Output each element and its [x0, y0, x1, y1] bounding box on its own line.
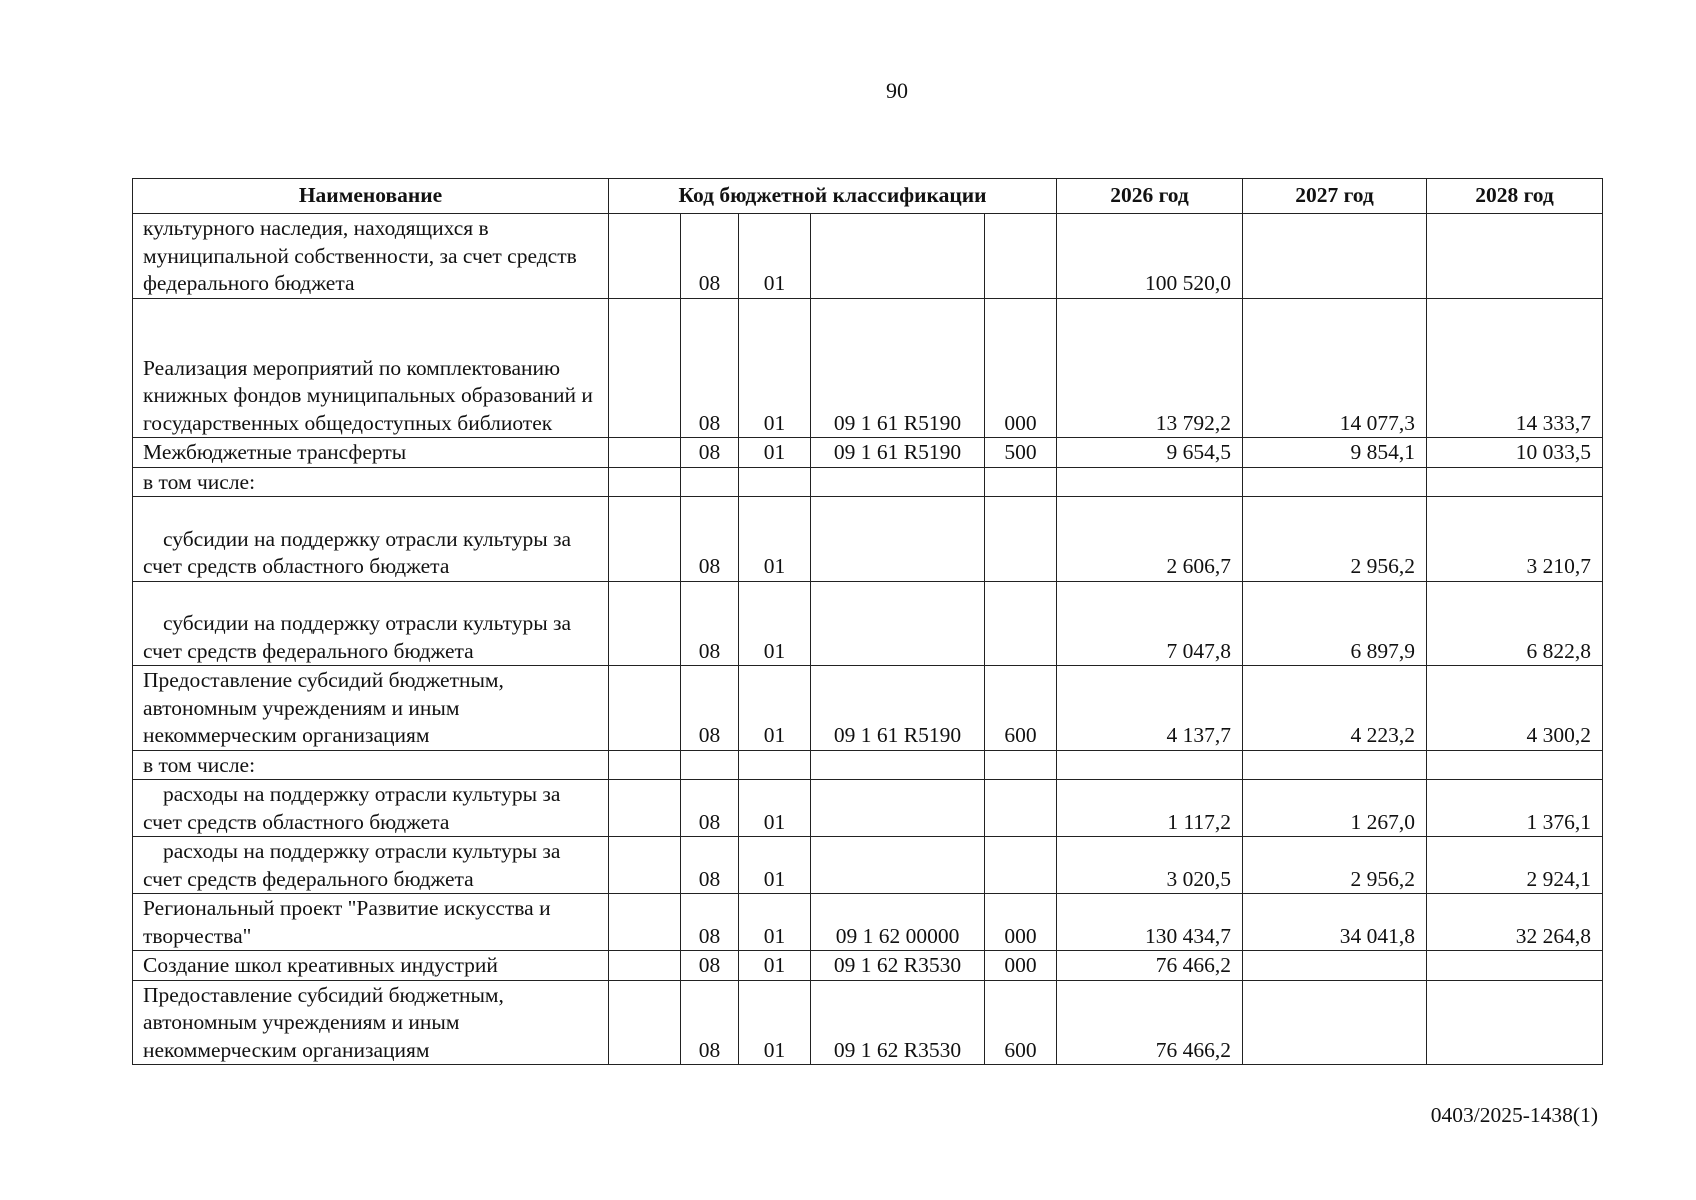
- code-section-cell: 08: [681, 980, 739, 1065]
- table-row: [133, 581, 1603, 666]
- code-chapter-cell: [609, 214, 681, 299]
- code-expense-type-cell: [985, 750, 1057, 780]
- amount-2026-cell: 4 137,7: [1057, 666, 1243, 751]
- code-subsection-cell: [739, 467, 811, 497]
- amount-2026-cell: 3 020,5: [1057, 837, 1243, 894]
- code-chapter-cell: [609, 951, 681, 981]
- code-subsection-cell: 01: [739, 780, 811, 837]
- code-chapter-cell: [609, 837, 681, 894]
- row-name-text: Создание школ креативных индустрий: [143, 953, 498, 977]
- row-name-cell: [133, 214, 609, 299]
- code-chapter-cell: [609, 780, 681, 837]
- code-expense-type-cell: [985, 214, 1057, 299]
- code-article-cell: 09 1 62 R3530: [811, 951, 985, 981]
- amount-2027-cell: 14 077,3: [1243, 298, 1427, 438]
- table-header-row: [133, 179, 1603, 214]
- row-name-cell: [133, 298, 609, 438]
- amount-2026-cell: 13 792,2: [1057, 298, 1243, 438]
- amount-2027-cell: 4 223,2: [1243, 666, 1427, 751]
- code-subsection-cell: 01: [739, 666, 811, 751]
- code-article-cell: [811, 497, 985, 582]
- amount-2027-cell: [1243, 750, 1427, 780]
- code-chapter-cell: [609, 298, 681, 438]
- row-name-text: Предоставление субсидий бюджетным, автономным учреждениям и иным некоммерческим организациям: [143, 982, 504, 1062]
- code-section-cell: 08: [681, 894, 739, 951]
- code-expense-type-cell: 000: [985, 298, 1057, 438]
- budget-table: [132, 178, 1603, 1065]
- amount-2028-cell: 14 333,7: [1427, 298, 1603, 438]
- code-expense-type-cell: [985, 780, 1057, 837]
- code-section-cell: 08: [681, 837, 739, 894]
- code-chapter-cell: [609, 581, 681, 666]
- table-row: [133, 837, 1603, 894]
- code-section-cell: 08: [681, 666, 739, 751]
- table-row: [133, 438, 1603, 468]
- amount-2028-cell: 4 300,2: [1427, 666, 1603, 751]
- code-chapter-cell: [609, 666, 681, 751]
- row-name-text: Региональный проект "Развитие искусства и творчества": [143, 896, 551, 948]
- row-name-cell: [133, 894, 609, 951]
- amount-2028-cell: 2 924,1: [1427, 837, 1603, 894]
- amount-2026-cell: 76 466,2: [1057, 980, 1243, 1065]
- table-row: [133, 497, 1603, 582]
- code-section-cell: 08: [681, 438, 739, 468]
- amount-2028-cell: [1427, 951, 1603, 981]
- code-expense-type-cell: 600: [985, 980, 1057, 1065]
- amount-2026-cell: 1 117,2: [1057, 780, 1243, 837]
- amount-2028-cell: 6 822,8: [1427, 581, 1603, 666]
- amount-2027-cell: 2 956,2: [1243, 497, 1427, 582]
- amount-2027-cell: [1243, 467, 1427, 497]
- code-expense-type-cell: 500: [985, 438, 1057, 468]
- row-name-cell: [133, 467, 609, 497]
- amount-2027-cell: [1243, 951, 1427, 981]
- amount-2026-cell: 2 606,7: [1057, 497, 1243, 582]
- row-name-cell: [133, 666, 609, 751]
- code-section-cell: 08: [681, 497, 739, 582]
- row-name-text: субсидии на поддержку отрасли культуры за счет средств областного бюджета: [143, 526, 572, 578]
- row-name-text: расходы на поддержку отрасли культуры за счет средств областного бюджета: [143, 782, 561, 834]
- code-section-cell: 08: [681, 581, 739, 666]
- amount-2026-cell: 100 520,0: [1057, 214, 1243, 299]
- row-name-text: Предоставление субсидий бюджетным, автономным учреждениям и иным некоммерческим организациям: [143, 668, 504, 747]
- row-name-cell: [133, 837, 609, 894]
- table-row: [133, 980, 1603, 1065]
- row-name-cell: [133, 980, 609, 1065]
- code-expense-type-cell: 600: [985, 666, 1057, 751]
- amount-2028-cell: 1 376,1: [1427, 780, 1603, 837]
- code-article-cell: 09 1 61 R5190: [811, 666, 985, 751]
- code-expense-type-cell: [985, 497, 1057, 582]
- table-row: [133, 750, 1603, 780]
- header-2026: 2026 год: [1057, 179, 1243, 214]
- table-row: [133, 894, 1603, 951]
- code-chapter-cell: [609, 980, 681, 1065]
- amount-2026-cell: 76 466,2: [1057, 951, 1243, 981]
- amount-2027-cell: 1 267,0: [1243, 780, 1427, 837]
- code-article-cell: 09 1 61 R5190: [811, 298, 985, 438]
- amount-2026-cell: 130 434,7: [1057, 894, 1243, 951]
- code-article-cell: [811, 837, 985, 894]
- amount-2027-cell: 34 041,8: [1243, 894, 1427, 951]
- amount-2028-cell: 10 033,5: [1427, 438, 1603, 468]
- code-expense-type-cell: 000: [985, 951, 1057, 981]
- row-name-text: Реализация мероприятий по комплектованию книжных фондов муниципальных образований и государственных общедоступных библиотек: [143, 355, 593, 435]
- row-name-cell: [133, 497, 609, 582]
- code-section-cell: 08: [681, 951, 739, 981]
- page-number: 90: [886, 78, 908, 103]
- code-chapter-cell: [609, 894, 681, 951]
- code-section-cell: 08: [681, 780, 739, 837]
- amount-2027-cell: 9 854,1: [1243, 438, 1427, 468]
- code-chapter-cell: [609, 750, 681, 780]
- table-row: [133, 298, 1603, 438]
- row-name-text: в том числе:: [143, 752, 256, 777]
- code-expense-type-cell: 000: [985, 894, 1057, 951]
- amount-2028-cell: 3 210,7: [1427, 497, 1603, 582]
- code-chapter-cell: [609, 438, 681, 468]
- code-expense-type-cell: [985, 467, 1057, 497]
- code-chapter-cell: [609, 467, 681, 497]
- table-row: [133, 467, 1603, 497]
- table-row: [133, 951, 1603, 981]
- amount-2026-cell: 9 654,5: [1057, 438, 1243, 468]
- code-subsection-cell: 01: [739, 837, 811, 894]
- row-name-cell: [133, 951, 609, 981]
- code-article-cell: 09 1 62 R3530: [811, 980, 985, 1065]
- amount-2028-cell: [1427, 467, 1603, 497]
- code-article-cell: [811, 214, 985, 299]
- code-subsection-cell: [739, 750, 811, 780]
- code-expense-type-cell: [985, 837, 1057, 894]
- code-subsection-cell: 01: [739, 214, 811, 299]
- amount-2028-cell: 32 264,8: [1427, 894, 1603, 951]
- amount-2027-cell: [1243, 980, 1427, 1065]
- code-section-cell: [681, 750, 739, 780]
- code-subsection-cell: 01: [739, 894, 811, 951]
- code-article-cell: [811, 750, 985, 780]
- code-subsection-cell: 01: [739, 980, 811, 1065]
- amount-2026-cell: [1057, 467, 1243, 497]
- row-name-cell: [133, 780, 609, 837]
- row-name-cell: [133, 438, 609, 468]
- code-chapter-cell: [609, 497, 681, 582]
- row-name-text: культурного наследия, находящихся в муниципальной собственности, за счет средств федерального бюджета: [143, 216, 577, 295]
- amount-2027-cell: 2 956,2: [1243, 837, 1427, 894]
- code-subsection-cell: 01: [739, 497, 811, 582]
- code-subsection-cell: 01: [739, 951, 811, 981]
- amount-2028-cell: [1427, 750, 1603, 780]
- row-name-text: Межбюджетные трансферты: [143, 440, 407, 464]
- table-row: [133, 214, 1603, 299]
- row-name-cell: [133, 581, 609, 666]
- code-subsection-cell: 01: [739, 298, 811, 438]
- code-expense-type-cell: [985, 581, 1057, 666]
- amount-2028-cell: [1427, 980, 1603, 1065]
- amount-2028-cell: [1427, 214, 1603, 299]
- code-article-cell: [811, 467, 985, 497]
- header-code: Код бюджетной классификации: [609, 179, 1057, 214]
- amount-2027-cell: [1243, 214, 1427, 299]
- code-section-cell: 08: [681, 298, 739, 438]
- header-2027: 2027 год: [1243, 179, 1427, 214]
- row-name-text: субсидии на поддержку отрасли культуры за счет средств федерального бюджета: [143, 611, 572, 663]
- document-code: 0403/2025-1438(1): [1430, 1103, 1598, 1127]
- code-section-cell: [681, 467, 739, 497]
- code-section-cell: 08: [681, 214, 739, 299]
- table-row: [133, 780, 1603, 837]
- table-body: [133, 214, 1603, 1065]
- header-name: Наименование: [133, 179, 609, 214]
- code-article-cell: 09 1 61 R5190: [811, 438, 985, 468]
- amount-2027-cell: 6 897,9: [1243, 581, 1427, 666]
- row-name-text: в том числе:: [143, 469, 256, 494]
- code-subsection-cell: 01: [739, 438, 811, 468]
- row-name-text: расходы на поддержку отрасли культуры за счет средств федерального бюджета: [143, 839, 561, 891]
- code-subsection-cell: 01: [739, 581, 811, 666]
- amount-2026-cell: [1057, 750, 1243, 780]
- code-article-cell: [811, 581, 985, 666]
- row-name-cell: [133, 750, 609, 780]
- header-2028: 2028 год: [1427, 179, 1603, 214]
- amount-2026-cell: 7 047,8: [1057, 581, 1243, 666]
- table-row: [133, 666, 1603, 751]
- code-article-cell: [811, 780, 985, 837]
- code-article-cell: 09 1 62 00000: [811, 894, 985, 951]
